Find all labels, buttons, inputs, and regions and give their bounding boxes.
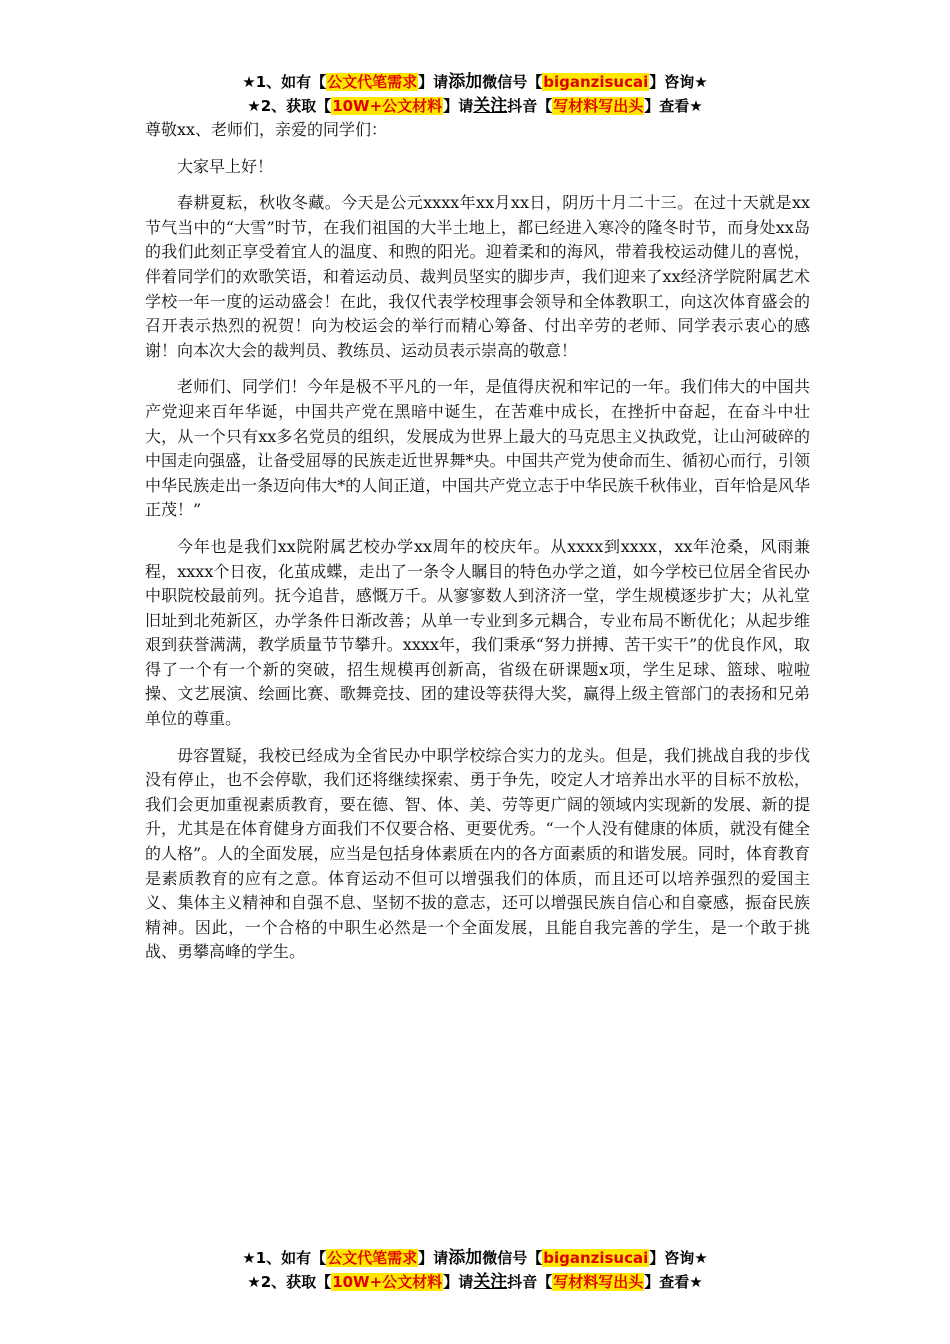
banner-emphasis: 添加 <box>448 72 483 92</box>
banner-wechat-id: biganzisucai <box>543 1249 649 1267</box>
banner-text: 微信号【 <box>482 73 543 91</box>
banner-text: ★1、如有【 <box>242 1249 327 1267</box>
banner-text: 】请 <box>418 73 449 91</box>
banner-text: 】查看★ <box>644 97 703 115</box>
banner-douyin-id: 写材料写出头 <box>553 97 644 115</box>
header-banner <box>0 70 950 118</box>
banner-highlight: 10W+公文材料 <box>332 1273 443 1291</box>
banner-text: ★2、获取【 <box>247 1273 332 1291</box>
footer-banner <box>0 1246 950 1294</box>
paragraph-greeting: 大家早上好！ <box>177 156 274 176</box>
banner-highlight: 公文代笔需求 <box>327 73 418 91</box>
banner-text: 】请 <box>443 1273 474 1291</box>
banner-wechat-id: biganzisucai <box>543 73 649 91</box>
banner-line-2 <box>0 1270 950 1294</box>
banner-text: ★2、获取【 <box>247 97 332 115</box>
paragraph: 春耕夏耘，秋收冬藏。今天是公元xxxx年xx月xx日，阴历十月二十三。在过十天就是xx节气当中的“大雪”时节，在我们祖国的大半土地上，都已经进入寒冷的隆冬时节，而身处xx岛的我们此刻正享受着宜人的温度、和煦的阳光。迎着柔和的海风，带着我校运动健儿的喜悦，伴着同学们的欢歌笑语，和着运动员、裁判员坚实的脚步声，我们迎来了xx经济学院附属艺术学校一年一度的运动盛会！在此，我仅代表学校理事会领导和全体教职工，向这次体育盛会的召开表示热烈的祝贺！向为校运会的举行而精心筹备、付出辛劳的老师、同学表示衷心的感谢！向本次大会的裁判员、教练员、运动员表示崇高的敬意！ <box>145 193 810 360</box>
banner-text: 微信号【 <box>482 1249 543 1267</box>
banner-line-1 <box>0 70 950 94</box>
banner-emphasis: 添加 <box>448 1248 483 1268</box>
paragraph: 老师们、同学们！今年是极不平凡的一年，是值得庆祝和牢记的一年。我们伟大的中国共产党迎来百年华诞，中国共产党在黑暗中诞生，在苦难中成长，在挫折中奋起，在奋斗中壮大，从一个只有xx多名党员的组织，发展成为世界上最大的马克思主义执政党，让山河破碎的中国走向强盛，让备受屈辱的民族走近世界舞*央。中国共产党为使命而生、循初心而行，引领中华民族走出一条迈向伟大*的人间正道，中国共产党立志于中华民族千秋伟业，百年恰是风华正茂！” <box>145 377 810 520</box>
banner-text: 】请 <box>443 97 474 115</box>
salutation: 尊敬xx、老师们，亲爱的同学们： <box>145 120 388 139</box>
banner-line-1 <box>0 1246 950 1270</box>
banner-douyin-id: 写材料写出头 <box>553 1273 644 1291</box>
banner-text: 】请 <box>418 1249 449 1267</box>
banner-text: 】咨询★ <box>649 73 708 91</box>
banner-text: 抖音【 <box>507 97 553 115</box>
paragraph: 毋容置疑，我校已经成为全省民办中职学校综合实力的龙头。但是，我们挑战自我的步伐没有停止，也不会停歇，我们还将继续探索、勇于争先，咬定人才培养出水平的目标不放松，我们会更加重视素质教育，要在德、智、体、美、劳等更广阔的领域内实现新的发展、新的提升，尤其是在体育健身方面我们不仅要合格、更要优秀。“一个人没有健康的体质，就没有健全的人格”。人的全面发展，应当是包括身体素质在内的各方面素质的和谐发展。同时，体育教育是素质教育的应有之意。体育运动不但可以增强我们的体质，而且还可以培养强烈的爱国主义、集体主义精神和自强不息、坚韧不拔的意志，还可以增强民族自信心和自豪感，振奋民族精神。因此，一个合格的中职生必然是一个全面发展，且能自我完善的学生，是一个敢于挑战、勇攀高峰的学生。 <box>145 745 810 962</box>
document-body <box>145 118 810 977</box>
banner-text: ★1、如有【 <box>242 73 327 91</box>
banner-line-2 <box>0 94 950 118</box>
paragraph: 今年也是我们xx院附属艺校办学xx周年的校庆年。从xxxx到xxxx，xx年沧桑，风雨兼程，xxxx个日夜，化茧成蝶，走出了一条令人瞩目的特色办学之道，如今学校已位居全省民办中职院校最前列。抚今追昔，感慨万千。从寥寥数人到济济一堂，学生规模逐步扩大；从礼堂旧址到北苑新区，办学条件日渐改善；从单一专业到多元耦合，专业布局不断优化；从起步维艰到获誉满满，教学质量节节攀升。xxxx年，我们秉承“努力拼搏、苦干实干”的优良作风，取得了一个有一个新的突破，招生规模再创新高，省级在研课题x项，学生足球、篮球、啦啦操、文艺展演、绘画比赛、歌舞竞技、团的建设等获得大奖，赢得上级主管部门的表扬和兄弟单位的尊重。 <box>145 536 810 729</box>
banner-emphasis: 关注 <box>473 96 508 116</box>
banner-highlight: 10W+公文材料 <box>332 97 443 115</box>
banner-emphasis: 关注 <box>473 1272 508 1292</box>
banner-highlight: 公文代笔需求 <box>327 1249 418 1267</box>
banner-text: 抖音【 <box>507 1273 553 1291</box>
banner-text: 】咨询★ <box>649 1249 708 1267</box>
banner-text: 】查看★ <box>644 1273 703 1291</box>
